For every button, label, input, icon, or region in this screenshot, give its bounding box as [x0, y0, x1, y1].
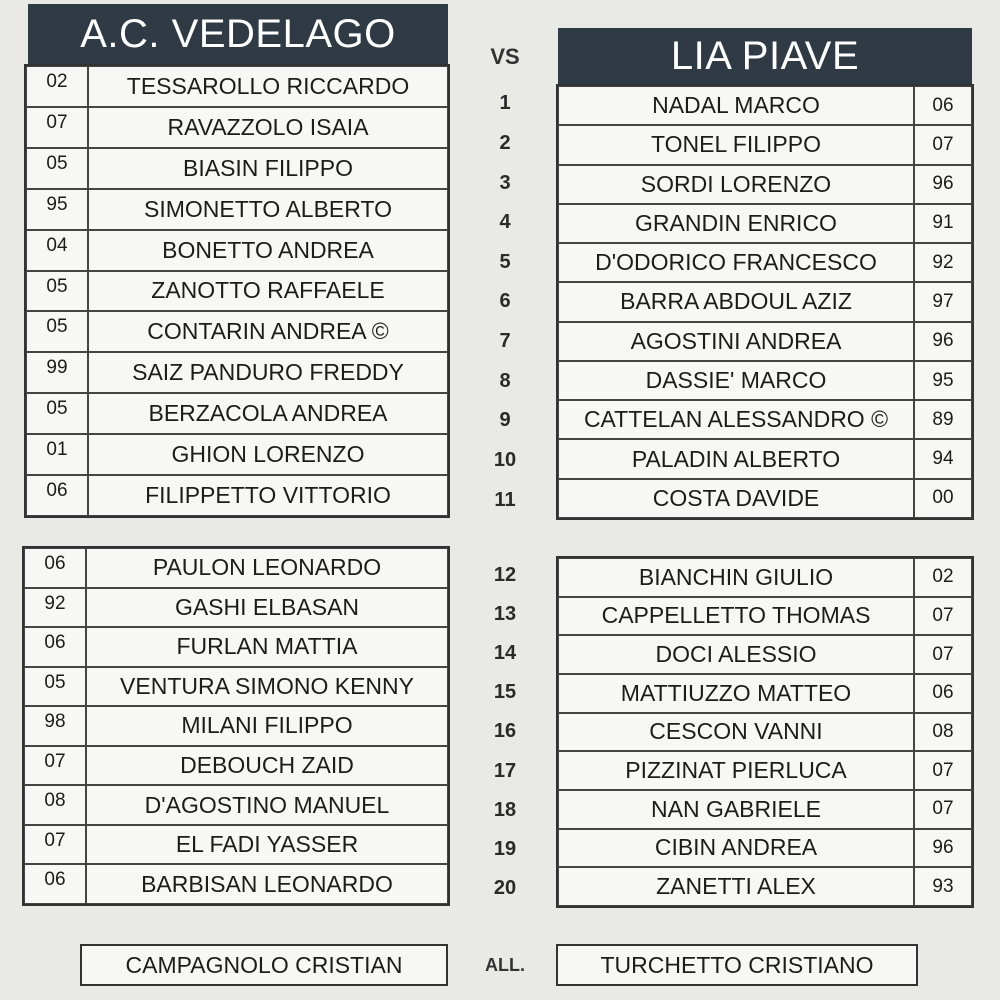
- player-year: 07: [24, 825, 86, 865]
- player-year: 01: [26, 434, 88, 475]
- player-name: NADAL MARCO: [558, 86, 914, 125]
- player-year: 99: [26, 352, 88, 393]
- starter-shirt-numbers: [470, 84, 540, 520]
- player-name: CATTELAN ALESSANDRO ©: [558, 400, 914, 439]
- player-year: 06: [914, 86, 972, 125]
- player-year: 08: [24, 785, 86, 825]
- player-year: 06: [24, 627, 86, 667]
- player-name: BARBISAN LEONARDO: [86, 864, 448, 904]
- player-year: 05: [26, 271, 88, 312]
- away-subs-table: [556, 556, 974, 908]
- player-name: COSTA DAVIDE: [558, 479, 914, 518]
- player-name: D'ODORICO FRANCESCO: [558, 243, 914, 282]
- player-name: CESCON VANNI: [558, 713, 914, 752]
- player-year: 00: [914, 479, 972, 518]
- player-year: 07: [24, 746, 86, 786]
- shirt-number: 9: [499, 409, 511, 432]
- player-year: 05: [26, 148, 88, 189]
- home-subs-table: [22, 546, 450, 906]
- player-name: CAPPELLETTO THOMAS: [558, 597, 914, 636]
- shirt-number: 20: [493, 876, 517, 899]
- shirt-number: 16: [493, 720, 517, 743]
- player-name: TONEL FILIPPO: [558, 125, 914, 164]
- player-year: 04: [26, 230, 88, 271]
- player-name: VENTURA SIMONO KENNY: [86, 667, 448, 707]
- player-year: 02: [914, 558, 972, 597]
- player-name: BIASIN FILIPPO: [88, 148, 448, 189]
- player-name: BIANCHIN GIULIO: [558, 558, 914, 597]
- player-name: NAN GABRIELE: [558, 790, 914, 829]
- player-name: ZANOTTO RAFFAELE: [88, 271, 448, 312]
- player-year: 96: [914, 829, 972, 868]
- away-starters-table: [556, 84, 974, 520]
- player-year: 94: [914, 439, 972, 478]
- player-name: MATTIUZZO MATTEO: [558, 674, 914, 713]
- player-year: 05: [24, 667, 86, 707]
- player-name: CIBIN ANDREA: [558, 829, 914, 868]
- away-team-title: LIA PIAVE: [558, 28, 972, 84]
- player-year: 07: [914, 751, 972, 790]
- player-name: DOCI ALESSIO: [558, 635, 914, 674]
- player-name: FURLAN MATTIA: [86, 627, 448, 667]
- player-year: 96: [914, 322, 972, 361]
- player-year: 96: [914, 165, 972, 204]
- player-name: PIZZINAT PIERLUCA: [558, 751, 914, 790]
- shirt-number: 5: [499, 250, 511, 273]
- player-name: RAVAZZOLO ISAIA: [88, 107, 448, 148]
- player-year: 06: [24, 864, 86, 904]
- home-coach: CAMPAGNOLO CRISTIAN: [80, 944, 448, 986]
- player-name: D'AGOSTINO MANUEL: [86, 785, 448, 825]
- player-name: EL FADI YASSER: [86, 825, 448, 865]
- player-year: 92: [914, 243, 972, 282]
- player-name: SAIZ PANDURO FREDDY: [88, 352, 448, 393]
- shirt-number: 10: [493, 449, 517, 472]
- shirt-number: 2: [499, 131, 511, 154]
- player-year: 97: [914, 282, 972, 321]
- shirt-number: 18: [493, 798, 517, 821]
- player-year: 06: [24, 548, 86, 588]
- shirt-number: 12: [493, 564, 517, 587]
- shirt-number: 8: [499, 369, 511, 392]
- home-team-title: A.C. VEDELAGO: [28, 4, 448, 64]
- player-year: 07: [914, 790, 972, 829]
- player-name: GHION LORENZO: [88, 434, 448, 475]
- player-year: 98: [24, 706, 86, 746]
- player-year: 07: [914, 125, 972, 164]
- shirt-number: 19: [493, 837, 517, 860]
- player-name: TESSAROLLO RICCARDO: [88, 66, 448, 107]
- shirt-number: 17: [493, 759, 517, 782]
- vs-label: VS: [490, 44, 520, 69]
- player-year: 08: [914, 713, 972, 752]
- shirt-number: 3: [499, 171, 511, 194]
- shirt-number: 15: [493, 681, 517, 704]
- player-name: MILANI FILIPPO: [86, 706, 448, 746]
- home-starters-table: [24, 64, 450, 518]
- away-coach: TURCHETTO CRISTIANO: [556, 944, 918, 986]
- player-name: GASHI ELBASAN: [86, 588, 448, 628]
- player-name: BARRA ABDOUL AZIZ: [558, 282, 914, 321]
- player-year: 91: [914, 204, 972, 243]
- shirt-number: 1: [499, 92, 511, 115]
- player-name: SORDI LORENZO: [558, 165, 914, 204]
- player-name: ZANETTI ALEX: [558, 867, 914, 906]
- player-year: 05: [26, 393, 88, 434]
- player-year: 06: [26, 475, 88, 516]
- coach-label: ALL.: [485, 955, 525, 975]
- player-year: 89: [914, 400, 972, 439]
- player-name: BONETTO ANDREA: [88, 230, 448, 271]
- player-year: 95: [914, 361, 972, 400]
- shirt-number: 4: [499, 211, 511, 234]
- shirt-number: 11: [494, 488, 516, 511]
- player-name: SIMONETTO ALBERTO: [88, 189, 448, 230]
- player-year: 92: [24, 588, 86, 628]
- shirt-number: 14: [493, 642, 517, 665]
- player-year: 07: [914, 597, 972, 636]
- player-name: AGOSTINI ANDREA: [558, 322, 914, 361]
- player-year: 05: [26, 311, 88, 352]
- player-year: 93: [914, 867, 972, 906]
- player-name: PAULON LEONARDO: [86, 548, 448, 588]
- player-year: 07: [26, 107, 88, 148]
- shirt-number: 6: [499, 290, 511, 313]
- player-name: CONTARIN ANDREA ©: [88, 311, 448, 352]
- player-name: DEBOUCH ZAID: [86, 746, 448, 786]
- player-name: DASSIE' MARCO: [558, 361, 914, 400]
- player-year: 06: [914, 674, 972, 713]
- player-name: PALADIN ALBERTO: [558, 439, 914, 478]
- player-name: GRANDIN ENRICO: [558, 204, 914, 243]
- player-name: BERZACOLA ANDREA: [88, 393, 448, 434]
- shirt-number: 7: [499, 330, 511, 353]
- player-year: 02: [26, 66, 88, 107]
- player-year: 95: [26, 189, 88, 230]
- player-name: FILIPPETTO VITTORIO: [88, 475, 448, 516]
- shirt-number: 13: [493, 603, 517, 626]
- sub-shirt-numbers: [470, 556, 540, 908]
- player-year: 07: [914, 635, 972, 674]
